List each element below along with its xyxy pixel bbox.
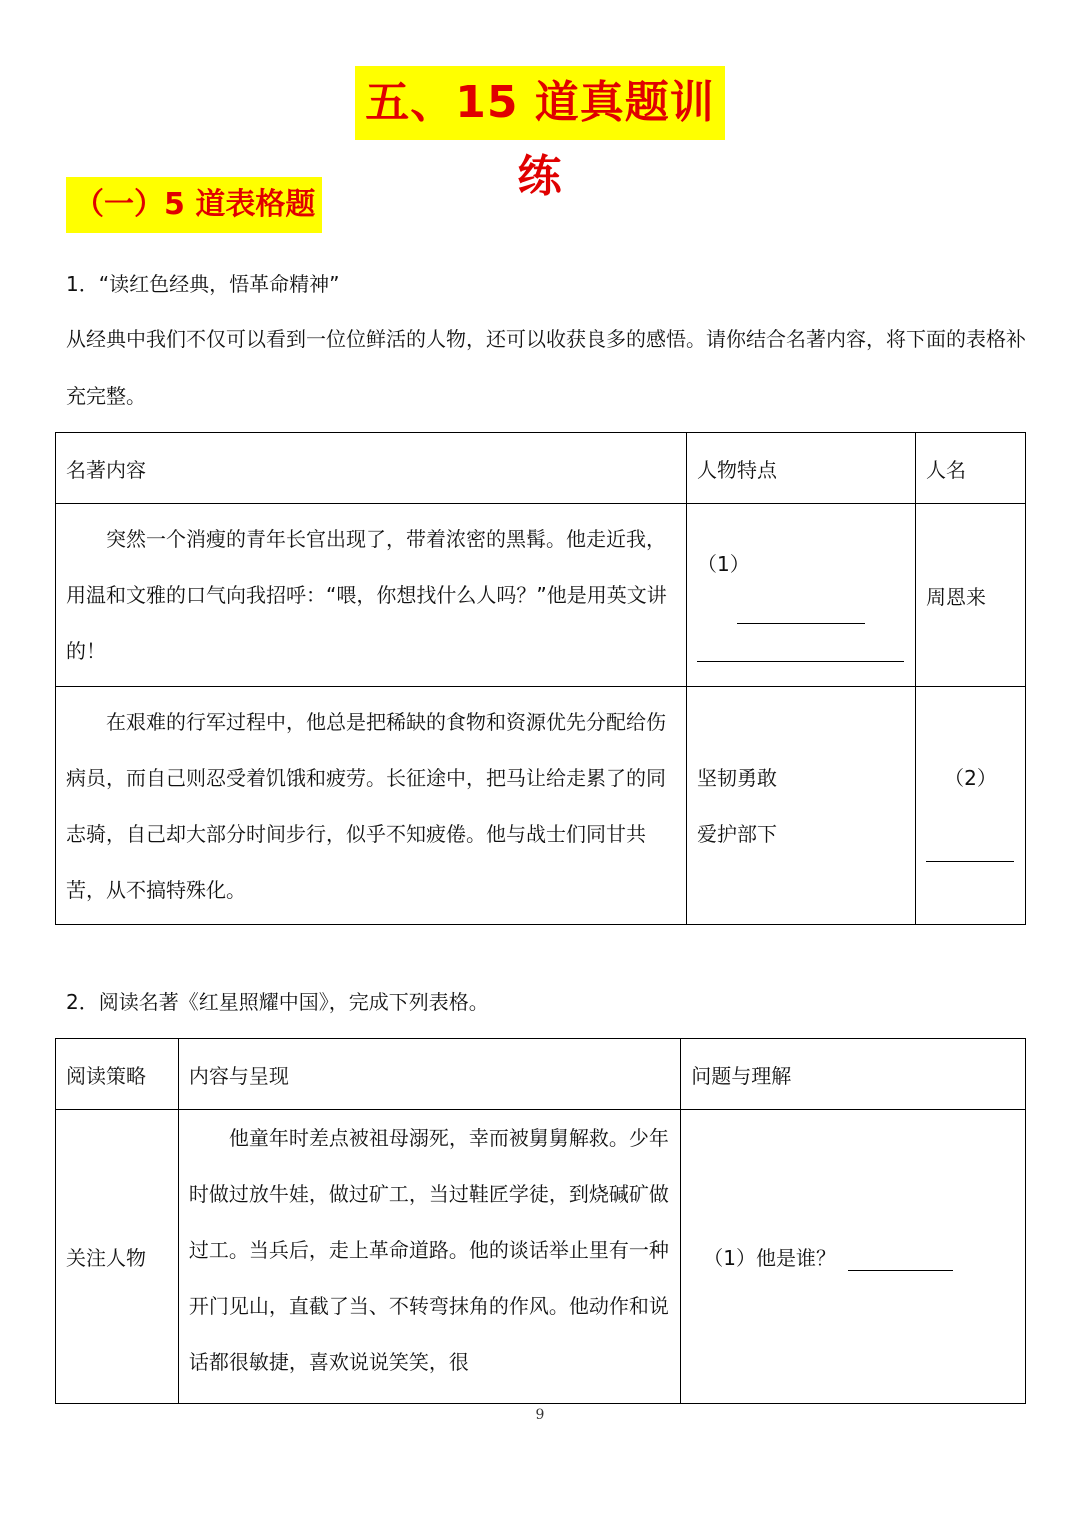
answer-blank-1b[interactable] <box>697 639 904 662</box>
q1-row1-content-text: 突然一个消瘦的青年长官出现了，带着浓密的黑髯。他走近我，用温和文雅的口气向我招呼：“喂，你想找什么人吗？”他是用英文讲的！ <box>66 527 667 663</box>
section-title: 五、15 道真题训练 <box>355 66 725 140</box>
q2-question-text: （1）他是谁？ <box>703 1246 836 1270</box>
q1-header-name: 人名 <box>915 433 1025 504</box>
q2-row-question <box>681 1110 1026 1404</box>
q1-row2-name <box>915 687 1025 925</box>
trait-line-2: 爱护部下 <box>697 821 777 846</box>
page-number: 9 <box>535 1407 545 1423</box>
q2-header-strategy: 阅读策略 <box>56 1039 179 1110</box>
q1-row2-content-text: 在艰难的行军过程中，他总是把稀缺的食物和资源优先分配给伤病员，而自己则忍受着饥饿和疲劳。长征途中，把马让给走累了的同志骑，自己却大部分时间步行，似乎不知疲倦。他与战士们同甘共苦，从不搞特殊化。 <box>66 709 666 902</box>
answer-blank-2[interactable] <box>926 839 1014 862</box>
q1-instructions: 从经典中我们不仅可以看到一位位鲜活的人物，还可以收获良多的感悟。请你结合名著内容，将下面的表格补充完整。 <box>66 327 1026 408</box>
q2-table <box>55 1038 1026 1404</box>
answer-label-2: （2） <box>944 765 997 790</box>
q1-table <box>55 432 1026 925</box>
q1-heading: 1．“读红色经典，悟革命精神” <box>66 272 340 296</box>
q1-row2-content <box>56 687 687 925</box>
answer-label-1: （1） <box>697 552 750 576</box>
q1-row1-name: 周恩来 <box>915 504 1025 687</box>
q1-row1-content <box>56 504 687 687</box>
q2-header-question: 问题与理解 <box>681 1039 1026 1110</box>
q1-header-content: 名著内容 <box>56 433 687 504</box>
q1-row1-trait <box>687 504 916 687</box>
q2-heading: 2．阅读名著《红星照耀中国》，完成下列表格。 <box>66 990 489 1014</box>
answer-blank-3[interactable] <box>848 1248 953 1271</box>
q2-header-content: 内容与呈现 <box>178 1039 680 1110</box>
q1-row2-trait <box>687 687 916 925</box>
q2-row-content-text: 他童年时差点被祖母溺死，幸而被舅舅解救。少年时做过放牛娃，做过矿工，当过鞋匠学徒，到烧碱矿做过工。当兵后，走上革命道路。他的谈话举止里有一种开门见山，直截了当、不转弯抹角的作风。他动作和说话都很敏捷，喜欢说说笑笑，很 <box>188 1126 669 1374</box>
subsection-title: （一）5 道表格题 <box>66 177 322 233</box>
answer-blank-1a[interactable] <box>737 601 865 624</box>
q2-row-content <box>178 1110 680 1404</box>
q2-row-strategy: 关注人物 <box>56 1110 179 1404</box>
trait-line-1: 坚韧勇敢 <box>697 765 777 790</box>
q1-header-trait: 人物特点 <box>687 433 916 504</box>
